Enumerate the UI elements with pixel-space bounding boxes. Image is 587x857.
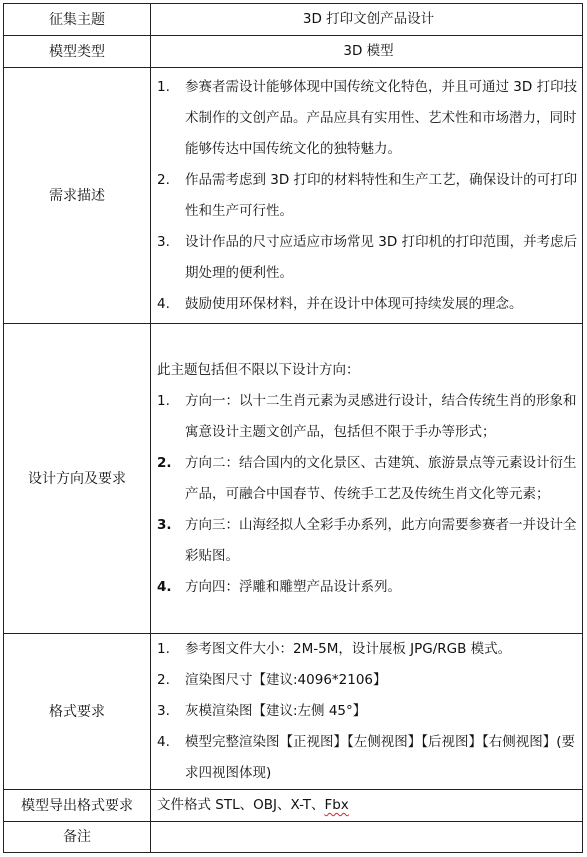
item-text: 灰模渲染图【建议:左侧 45°】 <box>185 703 367 719</box>
list-item <box>157 227 580 289</box>
model-type-label: 模型类型 <box>4 36 151 68</box>
list-item <box>157 727 580 789</box>
requirements-label: 需求描述 <box>4 68 151 324</box>
list-item <box>157 386 580 448</box>
export-format-fbx: Fbx <box>324 797 349 813</box>
list-item <box>157 510 580 572</box>
item-number: 3. <box>157 233 170 250</box>
item-text: 模型完整渲染图【正视图】【左侧视图】【后视图】【右侧视图】(要求四视图体现) <box>185 734 576 781</box>
row-notes <box>4 822 583 853</box>
item-text: 方向一：以十二生肖元素为灵感进行设计，结合传统生肖的形象和寓意设计主题文创产品，包括但不限于手办等形式； <box>185 392 577 440</box>
item-text: 鼓励使用环保材料，并在设计中体现可持续发展的理念。 <box>185 295 523 312</box>
list-item <box>157 665 580 696</box>
format-label: 格式要求 <box>4 634 151 790</box>
row-export <box>4 790 583 822</box>
list-item <box>157 448 580 510</box>
requirements-value <box>151 68 583 324</box>
export-label: 模型导出格式要求 <box>4 790 151 822</box>
item-text: 参赛者需设计能够体现中国传统文化特色，并且可通过 3D 打印技术制作的文创产品。产品应具有实用性、艺术性和市场潜力，同时能够传达中国传统文化的独特魅力。 <box>185 78 578 157</box>
item-number: 3. <box>157 703 170 719</box>
item-number: 4. <box>157 295 170 312</box>
format-list <box>157 634 580 789</box>
list-item <box>157 572 580 603</box>
item-text: 作品需考虑到 3D 打印的材料特性和生产工艺，确保设计的可打印性和生产可行性。 <box>185 171 578 219</box>
row-model-type <box>4 36 583 68</box>
item-number: 1. <box>157 392 170 409</box>
direction-value <box>151 324 583 634</box>
notes-label: 备注 <box>4 822 151 853</box>
specification-table <box>3 3 583 853</box>
item-number: 2. <box>157 454 172 471</box>
item-number: 3. <box>157 516 172 533</box>
export-value <box>151 790 583 822</box>
direction-list <box>157 386 580 603</box>
model-type-value: 3D 模型 <box>151 36 583 68</box>
list-item <box>157 289 580 320</box>
item-number: 4. <box>157 578 172 595</box>
item-text: 方向二：结合国内的文化景区、古建筑、旅游景点等元素设计衍生产品，可融合中国春节、传统手工艺及传统生肖文化等元素； <box>185 454 577 502</box>
item-text: 方向三：山海经拟人全彩手办系列，此方向需要参赛者一并设计全彩贴图。 <box>185 516 577 564</box>
item-number: 2. <box>157 672 170 688</box>
export-formats: 文件格式 STL、OBJ、X-T、 <box>157 797 325 813</box>
direction-intro: 此主题包括但不限以下设计方向： <box>157 361 360 378</box>
list-item <box>157 72 580 165</box>
row-theme <box>4 4 583 36</box>
requirements-list <box>157 72 580 320</box>
notes-value <box>151 822 583 853</box>
theme-label: 征集主题 <box>4 4 151 36</box>
direction-label: 设计方向及要求 <box>4 324 151 634</box>
item-number: 1. <box>157 78 170 95</box>
item-text: 设计作品的尺寸应适应市场常见 3D 打印机的打印范围，并考虑后期处理的便利性。 <box>185 233 578 281</box>
item-text: 渲染图尺寸【建议:4096*2106】 <box>185 672 387 688</box>
item-number: 2. <box>157 171 170 188</box>
list-item <box>157 165 580 227</box>
theme-value: 3D 打印文创产品设计 <box>151 4 583 36</box>
item-number: 4. <box>157 734 170 750</box>
row-format <box>4 634 583 790</box>
row-requirements <box>4 68 583 324</box>
list-item <box>157 696 580 727</box>
item-number: 1. <box>157 641 170 657</box>
format-value <box>151 634 583 790</box>
list-item <box>157 634 580 665</box>
item-text: 方向四：浮雕和雕塑产品设计系列。 <box>185 578 401 595</box>
row-direction <box>4 324 583 634</box>
item-text: 参考图文件大小：2M-5M，设计展板 JPG/RGB 模式。 <box>185 641 512 657</box>
